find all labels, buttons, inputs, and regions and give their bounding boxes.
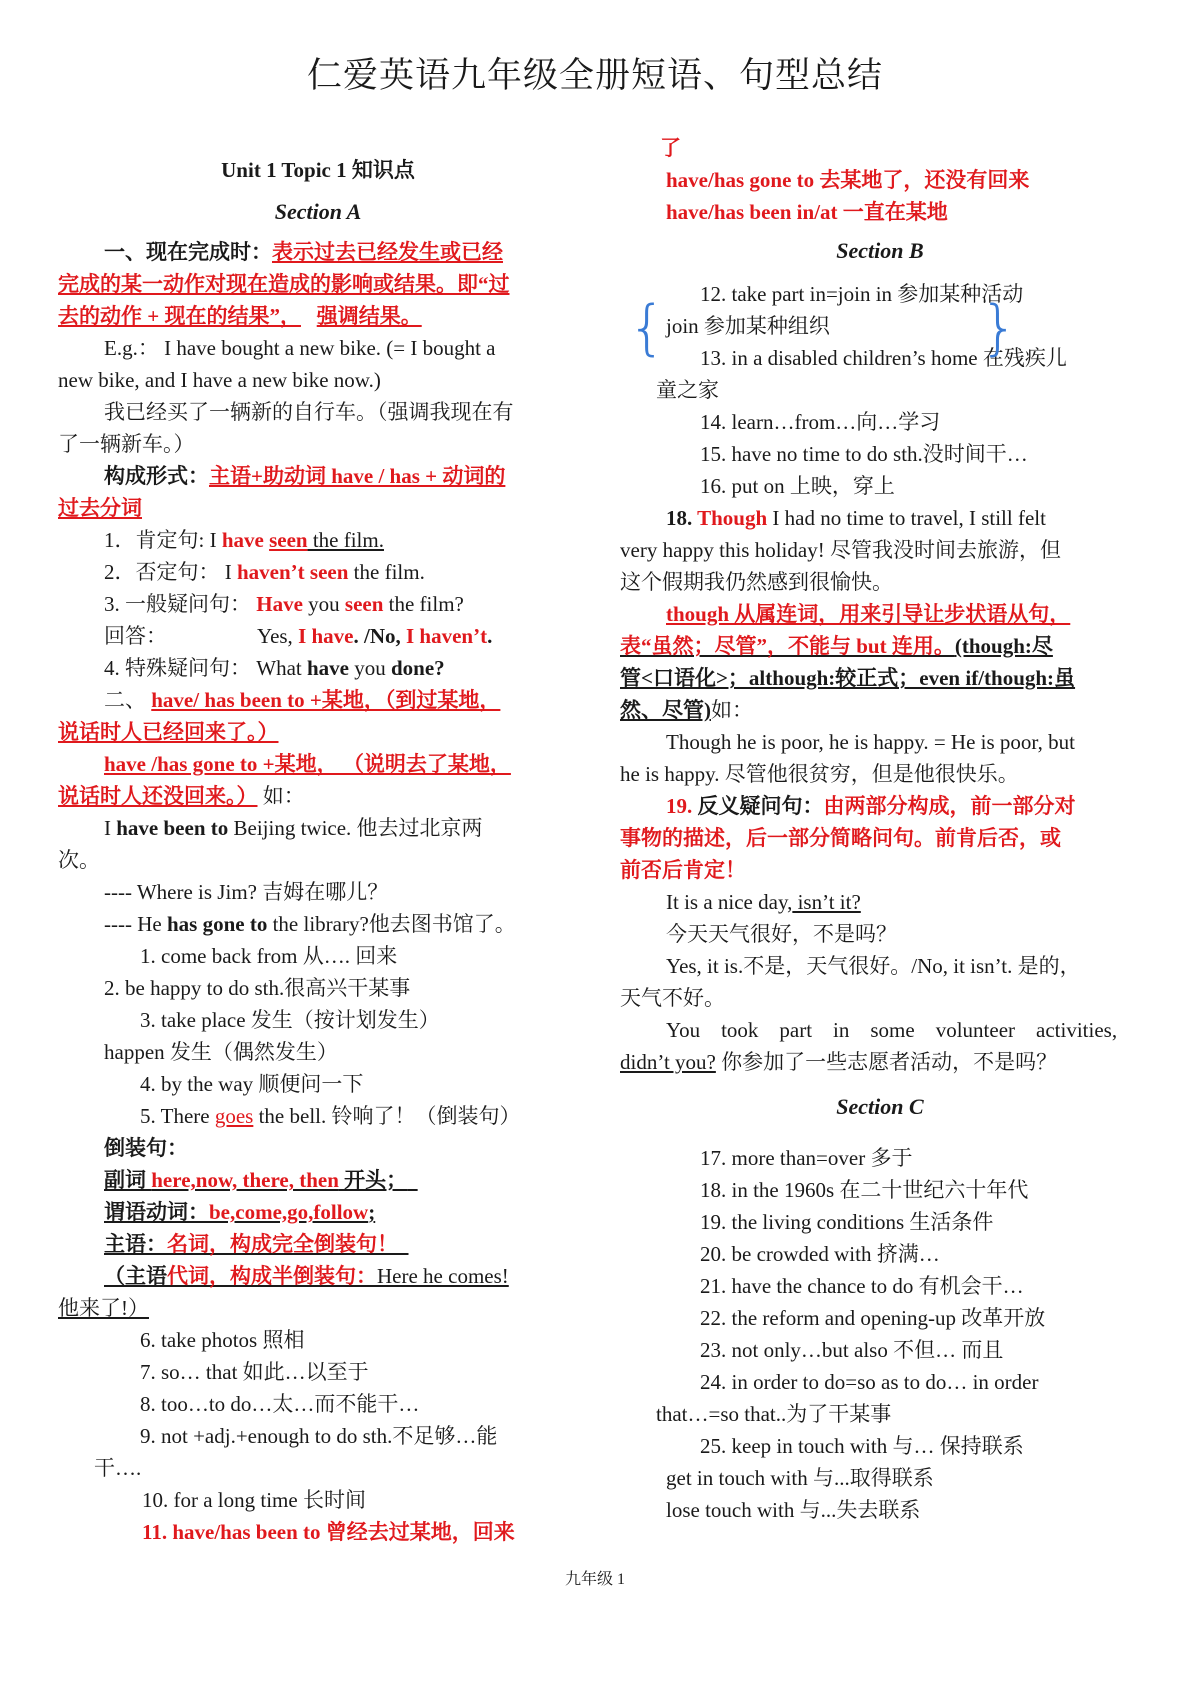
example-line: I have been to Beijing twice. 他去过北京两 [104,816,483,840]
section-c-heading: Section C [836,1094,924,1119]
phrase-item: 19. the living conditions 生活条件 [700,1210,994,1234]
been-to-rule: 二、 have/ has been to +某地，（到过某地， [104,688,501,712]
phrase-item: 22. the reform and opening-up 改革开放 [700,1306,1046,1330]
inversion-heading: 倒装句： [104,1136,188,1160]
page-title: 仁爱英语九年级全册短语、句型总结 [306,56,883,96]
phrase-item: 14. learn…from…向…学习 [700,410,941,434]
inversion-rule: 主语：名词，构成完全倒装句！ [104,1232,398,1256]
gone-to-rule: 说话时人还没回来。） 如： [58,784,305,808]
inversion-rule: 谓语动词：be,come,go,follow; [104,1200,376,1224]
example-line: It is a nice day, isn’t it? [666,890,861,914]
sentence-wh-question: 4. 特殊疑问句： What have you done? [104,656,445,680]
form-rule: 构成形式：主语+助动词 have / has + 动词的 [104,464,506,488]
phrase-item: join 参加某种组织 [666,314,830,338]
phrase-item: have/has gone to 去某地了，还没有回来 [666,168,1030,192]
phrase-item: 17. more than=over 多于 [700,1146,913,1170]
phrase-item: 24. in order to do=so as to do… in order [700,1370,1039,1394]
sentence-negative: 2．否定句： I haven’t seen the film. [104,560,425,584]
example-line: 今天天气很好，不是吗？ [666,922,897,946]
left-brace-icon: { [628,293,667,363]
phrase-item: 15. have no time to do sth.没时间干… [700,442,1028,466]
inversion-rule: 他来了!） [58,1296,149,1320]
phrase-item: 4. by the way 顺便问一下 [140,1072,364,1096]
though-rule: 然、尽管)如： [620,698,753,722]
phrase-continuation: 了 [660,136,681,160]
example-line: Yes, it is.不是，天气很好。/No, it isn’t. 是的， [666,954,1081,978]
form-rule: 过去分词 [58,496,142,520]
example-line: E.g.： I have bought a new bike. (= I bought a [104,336,496,360]
tag-question-rule: 前否后肯定！ [620,858,746,882]
phrase-item: 18. in the 1960s 在二十世纪六十年代 [700,1178,1029,1202]
gone-to-rule: have /has gone to +某地， （说明去了某地， [104,752,511,776]
phrase-item: 6. take photos 照相 [140,1328,305,1352]
inversion-rule: （主语代词，构成半倒装句：Here he comes! [104,1264,509,1288]
phrase-item: 9. not +adj.+enough to do sth.不足够…能 [140,1424,498,1448]
been-to-rule: 说话时人已经回来了。） [58,720,279,744]
phrase-item: 3. take place 发生（按计划发生） [140,1008,440,1032]
example-line: didn’t you? 你参加了一些志愿者活动，不是吗？ [620,1050,1058,1074]
phrase-item: 童之家 [656,378,719,402]
phrase-item: lose touch with 与...失去联系 [666,1498,921,1522]
tag-question-rule: 事物的描述，后一部分简略问句。前肯后否，或 [620,826,1061,850]
definition-line: 完成的某一动作对现在造成的影响或结果。即“过 [58,272,510,296]
phrase-item: have/has been in/at 一直在某地 [666,200,948,224]
example-line: new bike, and I have a new bike now.) [58,368,381,392]
though-rule: 管<口语化>；although:较正式；even if/though:虽 [620,666,1076,690]
example-line: 了一辆新车。） [58,432,195,456]
sentence-question: 3. 一般疑问句： Have you seen the film? [104,592,464,616]
phrase-item: 干…. [94,1456,142,1480]
example-line: ---- Where is Jim? 吉姆在哪儿？ [104,880,389,904]
inversion-rule: 副词 here,now, there, then 开头； [104,1168,408,1192]
phrase-item: 1. come back from 从…. 回来 [140,944,398,968]
phrase-item: 21. have the chance to do 有机会干… [700,1274,1024,1298]
tag-question-rule: 19. 反义疑问句：由两部分构成，前一部分对 [666,794,1076,818]
example-line: 次。 [58,848,100,872]
example-line: 我已经买了一辆新的自行车。（强调我现在有 [104,400,514,424]
sentence-positive: 1．肯定句: I have seen the film. [104,528,384,552]
though-rule: though 从属连词，用来引导让步状语从句， [666,602,1071,626]
phrase-item: 23. not only…but also 不但… 而且 [700,1338,1004,1362]
phrase-item: 11. have/has been to 曾经去过某地，回来 [142,1520,515,1544]
though-example: 这个假期我仍然感到很愉快。 [620,570,893,594]
phrase-item: 12. take part in=join in 参加某种活动 [700,282,1024,306]
present-perfect-definition: 一、现在完成时：表示过去已经发生或已经 [104,240,503,264]
phrase-item: 13. in a disabled children’s home 在残疾儿 [700,346,1067,370]
definition-line: 去的动作 + 现在的结果”， 强调结果。 [58,304,422,328]
though-example: 18. Though I had no time to travel, I still felt [666,506,1046,530]
page-footer: 九年级 1 [564,1571,625,1588]
sentence-answer: 回答： Yes, I have. /No, I haven’t. [104,624,493,648]
phrase-item: happen 发生（偶然发生） [104,1040,338,1064]
right-column [620,132,1140,1526]
though-example: very happy this holiday! 尽管我没时间去旅游，但 [620,538,1061,562]
phrase-item: 7. so… that 如此…以至于 [140,1360,369,1384]
phrase-item: 2. be happy to do sth.很高兴干某事 [104,976,411,1000]
phrase-item: 16. put on 上映，穿上 [700,474,895,498]
example-line: Though he is poor, he is happy. = He is poor, but [666,730,1075,754]
left-column [58,150,578,1548]
though-rule: 表“虽然；尽管”，不能与 but 连用。(though:尽 [620,634,1053,658]
example-line: You took part in some volunteer activities, [666,1018,1118,1042]
phrase-item: 8. too…to do…太…而不能干… [140,1392,420,1416]
section-b-heading: Section B [836,238,924,263]
right-brace-icon: } [980,293,1019,363]
example-line: he is happy. 尽管他很贫穷，但是他很快乐。 [620,762,1019,786]
example-line: 天气不好。 [620,986,725,1010]
example-line: ---- He has gone to the library?他去图书馆了。 [104,912,516,936]
unit-heading: Unit 1 Topic 1 知识点 [221,158,415,182]
section-a-heading: Section A [274,199,362,224]
phrase-item: 10. for a long time 长时间 [142,1488,366,1512]
phrase-item: 5. There goes the bell. 铃响了！（倒装句） [140,1104,521,1128]
phrase-item: that…=so that..为了干某事 [656,1402,892,1426]
phrase-item: get in touch with 与...取得联系 [666,1466,934,1490]
phrase-item: 25. keep in touch with 与… 保持联系 [700,1434,1024,1458]
phrase-item: 20. be crowded with 挤满… [700,1242,940,1266]
